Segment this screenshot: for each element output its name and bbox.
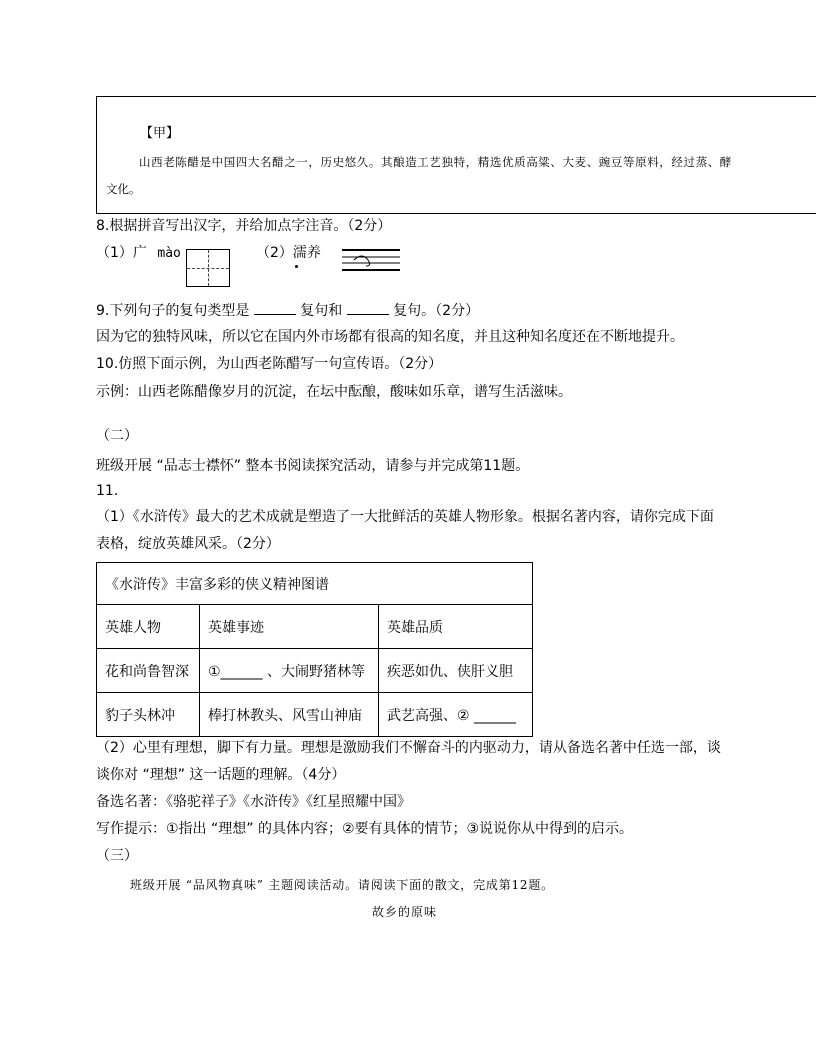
table-cell: 豹子头林冲 bbox=[97, 693, 200, 737]
q10-stem: 10.仿照下面示例，为山西老陈醋写一句宣传语。（2分） bbox=[96, 356, 443, 372]
hero-table bbox=[96, 562, 533, 737]
q11-2-options: 备选名著：《骆驼祥子》《水浒传》《红星照耀中国》 bbox=[96, 794, 411, 810]
table-cell-blank[interactable]: 武艺高强、② ______ bbox=[379, 693, 533, 737]
q9-blank-1[interactable] bbox=[254, 300, 296, 315]
q8-item1 bbox=[96, 243, 181, 264]
emphasis-dot bbox=[295, 265, 298, 268]
section3-intro: 班级开展 “品风物真味” 主题阅读活动。请阅读下面的散文，完成第12题。 bbox=[130, 878, 554, 892]
table-header-cell: 英雄品质 bbox=[379, 605, 533, 649]
tianzige-box[interactable] bbox=[186, 249, 230, 287]
q9-stem bbox=[96, 300, 479, 321]
section3-heading: （三） bbox=[96, 848, 138, 864]
table-cell: 棒打林教头、风雪山神庙 bbox=[200, 693, 379, 737]
q11-2-line1: （2）心里有理想，脚下有力量。理想是激励我们不懈奋斗的内驱动力，请从备选名著中任选一部，谈 bbox=[96, 740, 721, 756]
table-row bbox=[97, 693, 533, 737]
table-header-cell: 英雄事迹 bbox=[200, 605, 379, 649]
pinyin-writing-lines[interactable] bbox=[342, 248, 400, 272]
passage-box bbox=[96, 96, 816, 214]
table-cell: 疾恶如仇、侠肝义胆 bbox=[379, 649, 533, 693]
q9-stem-c: 复句。（2分） bbox=[393, 303, 480, 319]
section2-intro: 班级开展 “品志士襟怀” 整本书阅读探究活动，请参与并完成第11题。 bbox=[96, 458, 530, 474]
q11-2-line2: 谈你对 “理想” 这一话题的理解。（4分） bbox=[96, 767, 346, 783]
q9-sentence: 因为它的独特风味，所以它在国内外市场都有很高的知名度，并且这种知名度还在不断地提升。 bbox=[96, 329, 684, 345]
q9-blank-2[interactable] bbox=[347, 300, 389, 315]
q11-1-line2: 表格，绽放英雄风采。（2分） bbox=[96, 536, 280, 552]
passage-line-2: 文化。 bbox=[106, 182, 141, 196]
q11-number: 11. bbox=[96, 483, 119, 499]
q9-stem-a: 9.下列句子的复句类型是 bbox=[96, 303, 250, 319]
table-header-row bbox=[97, 605, 533, 649]
passage-line-1: 山西老陈醋是中国四大名醋之一，历史悠久。其酿造工艺独特，精选优质高粱、大麦、豌豆等原料，经过蒸、酵 bbox=[139, 155, 732, 169]
q8-item2: （2）濡养 bbox=[256, 245, 321, 261]
q10-example: 示例：山西老陈醋像岁月的沉淀，在坛中酝酿，酸味如乐章，谱写生活滋味。 bbox=[96, 384, 572, 400]
q8-item1-prefix: （1）广 bbox=[96, 245, 147, 261]
table-header-cell: 英雄人物 bbox=[97, 605, 200, 649]
table-cell: 花和尚鲁智深 bbox=[97, 649, 200, 693]
q8-item1-pinyin: mào bbox=[157, 246, 181, 261]
table-cell-blank[interactable]: ①______ 、大闹野猪林等 bbox=[200, 649, 379, 693]
q9-stem-b: 复句和 bbox=[300, 303, 343, 319]
essay-title: 故乡的原味 bbox=[372, 905, 438, 919]
table-title: 《水浒传》丰富多彩的侠义精神图谱 bbox=[97, 563, 533, 605]
q11-2-tips: 写作提示：①指出 “理想” 的具体内容；②要有具体的情节；③说说你从中得到的启示。 bbox=[96, 821, 634, 837]
table-row bbox=[97, 649, 533, 693]
passage-label: 【甲】 bbox=[140, 126, 180, 141]
q8-stem: 8.根据拼音写出汉字，并给加点字注音。（2分） bbox=[96, 218, 392, 234]
section2-heading: （二） bbox=[96, 428, 138, 444]
q11-1-line1: （1）《水浒传》最大的艺术成就是塑造了一大批鲜活的英雄人物形象。根据名著内容，请你完成下面 bbox=[96, 509, 714, 525]
